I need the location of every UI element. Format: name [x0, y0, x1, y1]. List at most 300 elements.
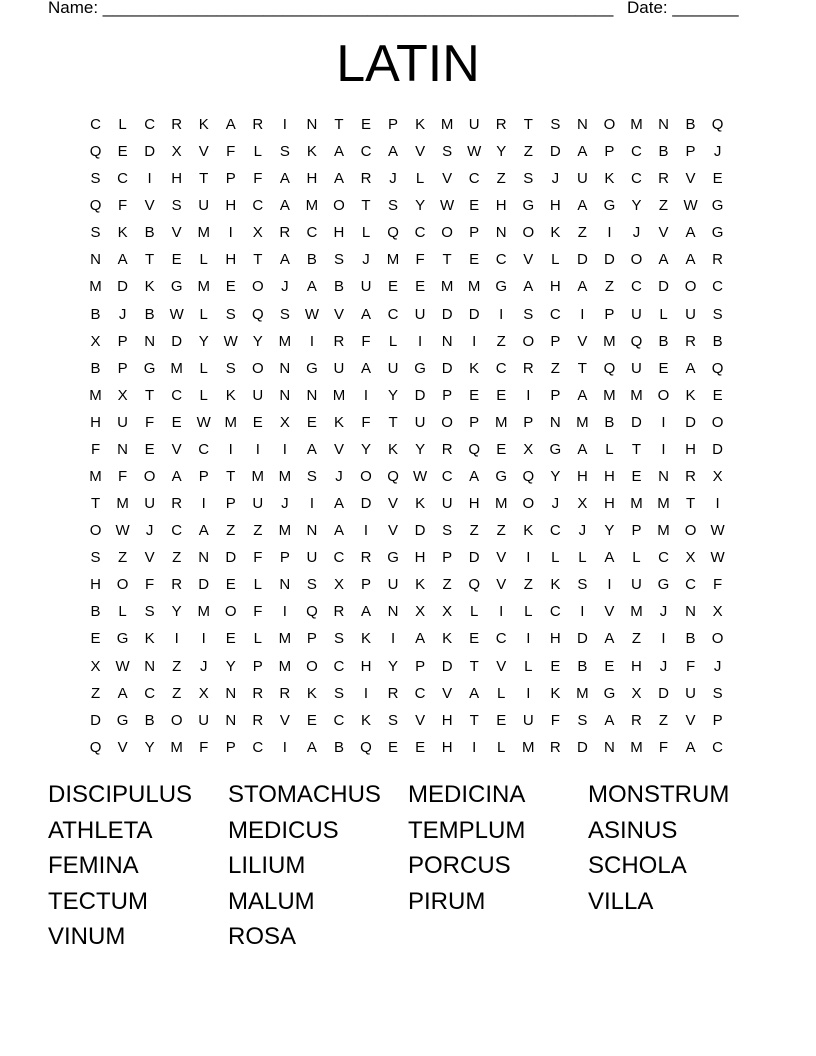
grid-letter: H — [171, 170, 183, 188]
grid-letter: D — [576, 738, 588, 756]
grid-letter: A — [306, 440, 317, 458]
grid-letter: O — [441, 224, 453, 242]
grid-letter: A — [360, 305, 371, 323]
grid-letter: I — [472, 738, 477, 756]
grid-letter: T — [523, 116, 533, 133]
grid-letter: X — [442, 603, 453, 621]
word-bank — [48, 780, 768, 958]
grid-letter: X — [333, 576, 344, 594]
grid-letter: J — [659, 603, 668, 621]
grid-letter: T — [334, 116, 344, 133]
grid-letter: U — [685, 684, 696, 702]
grid-letter: U — [631, 305, 642, 323]
grid-letter: T — [226, 468, 236, 486]
grid-letter: A — [117, 684, 128, 702]
grid-letter: M — [278, 630, 292, 648]
grid-letter: L — [470, 603, 479, 621]
grid-letter: O — [522, 332, 535, 350]
grid-letter: A — [225, 116, 236, 133]
grid-letter: Z — [496, 522, 506, 540]
word-bank-item: ATHLETA — [48, 816, 153, 844]
grid-letter: Q — [89, 197, 102, 215]
grid-letter: X — [252, 224, 263, 242]
grid-letter: X — [279, 413, 290, 431]
grid-letter: A — [279, 197, 290, 215]
grid-letter: R — [387, 684, 399, 702]
grid-letter: A — [577, 143, 588, 161]
grid-letter: N — [658, 116, 669, 133]
grid-letter: A — [577, 386, 588, 404]
grid-letter: C — [712, 278, 724, 296]
grid-letter: I — [715, 495, 720, 513]
grid-letter: B — [604, 413, 615, 431]
grid-letter: G — [603, 197, 616, 215]
grid-letter: C — [333, 711, 345, 729]
grid-letter: E — [469, 197, 480, 215]
grid-letter: N — [549, 413, 561, 431]
grid-letter: R — [279, 224, 291, 242]
grid-letter: R — [549, 738, 561, 756]
grid-letter: A — [685, 738, 696, 756]
grid-letter: V — [496, 576, 507, 594]
grid-letter: V — [117, 738, 128, 756]
grid-letter: D — [549, 143, 561, 161]
grid-letter: H — [576, 468, 588, 486]
grid-letter: N — [603, 738, 615, 756]
grid-letter: J — [118, 305, 127, 323]
grid-letter: G — [116, 630, 129, 648]
grid-letter: I — [201, 630, 206, 648]
grid-letter: H — [306, 170, 318, 188]
grid-letter: A — [685, 359, 696, 377]
grid-letter: M — [440, 116, 454, 133]
grid-letter: N — [306, 522, 318, 540]
grid-letter: N — [144, 332, 156, 350]
grid-letter: S — [90, 549, 101, 567]
grid-letter: D — [198, 576, 210, 594]
grid-letter: S — [225, 359, 236, 377]
grid-letter: V — [523, 251, 534, 269]
grid-letter: U — [468, 116, 480, 133]
grid-letter: E — [144, 440, 155, 458]
grid-letter: P — [225, 170, 236, 188]
grid-letter: M — [494, 495, 508, 513]
grid-letter: C — [441, 468, 453, 486]
grid-letter: Z — [523, 576, 533, 594]
grid-letter: P — [225, 495, 236, 513]
grid-letter: P — [685, 143, 696, 161]
name-field[interactable]: Name: ______________________________________________________ — [48, 0, 614, 17]
grid-letter: C — [468, 170, 480, 188]
grid-letter: M — [576, 413, 589, 431]
grid-letter: M — [630, 603, 643, 621]
grid-letter: O — [251, 278, 264, 296]
grid-letter: Z — [523, 143, 533, 161]
grid-letter: K — [604, 170, 615, 188]
word-bank-item: MEDICUS — [228, 816, 339, 844]
grid-letter: L — [253, 576, 262, 594]
grid-letter: Z — [550, 359, 560, 377]
grid-letter: U — [631, 359, 642, 377]
grid-letter: F — [117, 197, 128, 215]
grid-letter: Z — [496, 332, 506, 350]
grid-letter: J — [578, 522, 587, 540]
grid-letter: P — [415, 657, 426, 675]
grid-letter: F — [145, 413, 155, 431]
grid-letter: Y — [388, 386, 399, 404]
grid-letter: S — [279, 305, 290, 323]
grid-letter: M — [603, 386, 616, 404]
grid-letter: S — [388, 711, 399, 729]
grid-letter: B — [658, 143, 669, 161]
grid-letter: T — [469, 657, 479, 675]
grid-letter: M — [251, 468, 265, 486]
grid-letter: S — [333, 684, 344, 702]
grid-letter: E — [117, 143, 128, 161]
grid-letter: J — [281, 495, 289, 513]
grid-letter: D — [576, 251, 588, 269]
grid-letter: M — [89, 278, 102, 296]
grid-letter: M — [89, 386, 102, 404]
grid-letter: G — [522, 197, 535, 215]
grid-letter: Z — [658, 711, 669, 729]
grid-letter: D — [441, 657, 453, 675]
grid-letter: I — [282, 738, 287, 756]
grid-letter: F — [90, 440, 101, 458]
grid-letter: E — [712, 170, 723, 188]
grid-letter: N — [441, 332, 453, 350]
grid-letter: P — [279, 549, 290, 567]
grid-letter: N — [576, 116, 588, 133]
grid-letter: F — [199, 738, 209, 756]
grid-letter: Q — [468, 440, 481, 458]
grid-letter: H — [441, 738, 453, 756]
grid-letter: R — [171, 495, 183, 513]
grid-letter: N — [658, 468, 669, 486]
grid-letter: P — [469, 413, 480, 431]
grid-letter: E — [225, 576, 236, 594]
grid-letter: Q — [711, 359, 724, 377]
grid-letter: Q — [387, 468, 399, 486]
date-field[interactable]: Date: _______ — [627, 0, 739, 17]
grid-letter: W — [440, 197, 455, 215]
grid-letter: K — [306, 143, 317, 161]
grid-letter: J — [713, 657, 722, 675]
grid-letter: Q — [630, 332, 643, 350]
grid-letter: A — [604, 549, 615, 567]
grid-letter: L — [632, 549, 641, 567]
grid-letter: X — [90, 332, 101, 350]
grid-letter: M — [630, 738, 643, 756]
grid-letter: S — [333, 630, 344, 648]
grid-letter: G — [657, 576, 670, 594]
grid-letter: G — [495, 278, 508, 296]
grid-letter: L — [551, 549, 560, 567]
grid-letter: U — [333, 359, 345, 377]
grid-letter: Z — [226, 522, 236, 540]
grid-letter: J — [632, 224, 641, 242]
grid-letter: K — [550, 224, 561, 242]
grid-letter: N — [279, 359, 291, 377]
grid-letter: K — [415, 495, 426, 513]
grid-letter: D — [360, 495, 372, 513]
grid-letter: X — [577, 495, 588, 513]
word-bank-item: PIRUM — [408, 887, 486, 915]
grid-letter: A — [333, 495, 344, 513]
grid-letter: O — [360, 468, 372, 486]
grid-letter: I — [580, 305, 585, 323]
grid-letter: E — [90, 630, 101, 648]
grid-letter: I — [661, 630, 666, 648]
grid-letter: H — [549, 278, 561, 296]
grid-letter: M — [467, 278, 481, 296]
grid-letter: V — [279, 711, 290, 729]
grid-letter: L — [551, 251, 560, 269]
grid-letter: L — [199, 305, 208, 323]
word-bank-item: STOMACHUS — [228, 781, 381, 808]
grid-letter: U — [414, 305, 426, 323]
grid-letter: A — [171, 468, 182, 486]
grid-letter: J — [551, 495, 560, 513]
word-bank-item: MEDICINA — [408, 781, 526, 808]
grid-letter: Z — [253, 522, 263, 540]
grid-letter: R — [495, 116, 507, 133]
grid-letter: P — [523, 413, 534, 431]
grid-letter: L — [497, 684, 506, 702]
grid-letter: G — [549, 440, 562, 458]
grid-letter: E — [496, 440, 507, 458]
word-bank-item: SCHOLA — [588, 852, 687, 880]
grid-letter: Y — [252, 332, 263, 350]
grid-letter: N — [279, 576, 291, 594]
grid-letter: A — [117, 251, 128, 269]
grid-letter: A — [198, 522, 209, 540]
grid-letter: M — [224, 413, 237, 431]
grid-letter: H — [225, 197, 237, 215]
grid-letter: E — [469, 251, 480, 269]
grid-letter: R — [252, 711, 264, 729]
grid-letter: L — [415, 170, 425, 188]
grid-letter: H — [90, 576, 101, 594]
grid-letter: O — [333, 197, 345, 215]
grid-letter: G — [495, 468, 508, 486]
grid-letter: M — [278, 332, 292, 350]
grid-letter: C — [90, 116, 101, 133]
grid-letter: C — [495, 251, 507, 269]
grid-letter: Y — [550, 468, 561, 486]
grid-letter: B — [658, 332, 669, 350]
grid-letter: P — [198, 468, 209, 486]
grid-letter: G — [414, 359, 426, 377]
grid-letter: H — [441, 711, 453, 729]
grid-letter: N — [685, 603, 696, 621]
grid-letter: H — [225, 251, 237, 269]
grid-letter: R — [252, 684, 264, 702]
grid-letter: O — [630, 251, 643, 269]
grid-letter: G — [116, 711, 129, 729]
grid-letter: B — [90, 305, 101, 323]
letter-grid — [82, 111, 731, 761]
grid-letter: P — [631, 522, 642, 540]
word-bank-item: ROSA — [228, 923, 297, 951]
grid-letter: E — [496, 386, 507, 404]
grid-letter: R — [712, 251, 724, 269]
grid-letter: R — [631, 711, 642, 729]
grid-letter: Z — [631, 630, 642, 648]
grid-letter: M — [603, 332, 616, 350]
grid-letter: H — [631, 657, 642, 675]
grid-letter: D — [441, 359, 453, 377]
grid-letter: U — [360, 278, 372, 296]
grid-letter: C — [414, 224, 426, 242]
grid-letter: U — [198, 711, 210, 729]
grid-letter: U — [252, 495, 264, 513]
grid-letter: W — [710, 522, 725, 540]
grid-letter: Z — [658, 197, 669, 215]
grid-letter: Y — [415, 440, 426, 458]
grid-letter: T — [253, 251, 263, 269]
grid-letter: M — [440, 278, 454, 296]
grid-letter: L — [524, 657, 533, 675]
grid-letter: D — [685, 413, 696, 431]
grid-letter: P — [550, 386, 561, 404]
grid-letter: O — [684, 278, 697, 296]
grid-letter: R — [658, 170, 669, 188]
grid-letter: J — [389, 170, 397, 188]
grid-letter: I — [661, 440, 666, 458]
grid-letter: F — [550, 711, 560, 729]
grid-letter: A — [360, 359, 371, 377]
grid-letter: J — [281, 278, 289, 296]
grid-letter: G — [143, 359, 156, 377]
grid-letter: I — [526, 630, 531, 648]
grid-letter: I — [499, 603, 504, 621]
grid-letter: U — [441, 495, 453, 513]
grid-letter: E — [171, 251, 182, 269]
grid-letter: M — [305, 197, 319, 215]
grid-letter: K — [388, 440, 399, 458]
grid-letter: J — [551, 170, 560, 188]
grid-letter: W — [115, 522, 130, 540]
grid-letter: P — [442, 386, 453, 404]
grid-letter: E — [658, 359, 669, 377]
grid-letter: F — [253, 603, 263, 621]
grid-letter: C — [306, 224, 318, 242]
grid-letter: I — [228, 224, 233, 242]
grid-letter: C — [549, 305, 561, 323]
grid-letter: C — [712, 738, 724, 756]
grid-letter: D — [603, 251, 615, 269]
grid-letter: P — [360, 576, 371, 594]
grid-letter: T — [361, 197, 371, 215]
grid-letter: F — [713, 576, 723, 594]
grid-letter: C — [252, 197, 264, 215]
grid-letter: S — [306, 576, 317, 594]
grid-letter: I — [363, 684, 369, 702]
grid-letter: B — [685, 116, 696, 133]
grid-letter: K — [306, 684, 317, 702]
grid-letter: C — [333, 657, 345, 675]
grid-letter: P — [117, 359, 128, 377]
grid-letter: X — [523, 440, 534, 458]
grid-letter: I — [282, 603, 287, 621]
grid-letter: X — [712, 603, 723, 621]
grid-letter: E — [631, 468, 642, 486]
grid-letter: I — [228, 440, 233, 458]
grid-letter: Y — [198, 332, 209, 350]
grid-letter: V — [577, 332, 588, 350]
grid-letter: Q — [306, 603, 318, 621]
grid-letter: K — [523, 522, 534, 540]
grid-letter: C — [658, 549, 669, 567]
grid-letter: F — [685, 657, 696, 675]
grid-letter: H — [360, 657, 372, 675]
grid-letter: D — [468, 549, 480, 567]
grid-letter: C — [495, 359, 507, 377]
grid-letter: N — [306, 116, 318, 133]
grid-letter: W — [710, 549, 725, 567]
grid-letter: V — [685, 170, 696, 188]
grid-letter: I — [174, 630, 179, 648]
grid-letter: X — [415, 603, 426, 621]
grid-letter: L — [388, 332, 398, 350]
grid-letter: E — [604, 657, 615, 675]
grid-letter: I — [363, 522, 369, 540]
word-bank-item: FEMINA — [48, 852, 139, 880]
grid-letter: O — [143, 468, 156, 486]
grid-letter: V — [198, 143, 209, 161]
grid-letter: B — [90, 359, 101, 377]
grid-letter: F — [117, 468, 128, 486]
grid-letter: E — [225, 278, 236, 296]
grid-letter: V — [171, 440, 182, 458]
grid-letter: K — [360, 711, 371, 729]
grid-letter: F — [415, 251, 425, 269]
grid-letter: H — [549, 630, 561, 648]
grid-letter: Z — [172, 657, 182, 675]
grid-letter: G — [387, 549, 399, 567]
grid-letter: G — [711, 224, 724, 242]
grid-letter: S — [90, 170, 101, 188]
grid-letter: R — [685, 468, 696, 486]
grid-letter: X — [712, 468, 723, 486]
grid-letter: U — [631, 576, 642, 594]
grid-letter: M — [630, 386, 643, 404]
grid-letter: C — [631, 170, 642, 188]
grid-letter: N — [144, 657, 156, 675]
grid-letter: D — [225, 549, 237, 567]
grid-letter: G — [711, 197, 724, 215]
grid-letter: O — [89, 522, 102, 540]
grid-letter: I — [499, 305, 504, 323]
grid-letter: V — [415, 711, 426, 729]
grid-letter: V — [144, 197, 155, 215]
grid-letter: B — [333, 738, 344, 756]
grid-letter: G — [306, 359, 318, 377]
grid-letter: A — [577, 197, 588, 215]
grid-letter: R — [685, 332, 696, 350]
grid-letter: A — [577, 440, 588, 458]
word-bank-item: VILLA — [588, 887, 654, 915]
grid-letter: I — [418, 332, 423, 350]
grid-letter: D — [576, 630, 588, 648]
grid-letter: V — [333, 440, 344, 458]
grid-letter: K — [685, 386, 696, 404]
grid-letter: B — [144, 224, 155, 242]
word-bank-item: PORCUS — [408, 852, 511, 880]
grid-letter: E — [360, 116, 371, 133]
grid-letter: U — [306, 549, 318, 567]
